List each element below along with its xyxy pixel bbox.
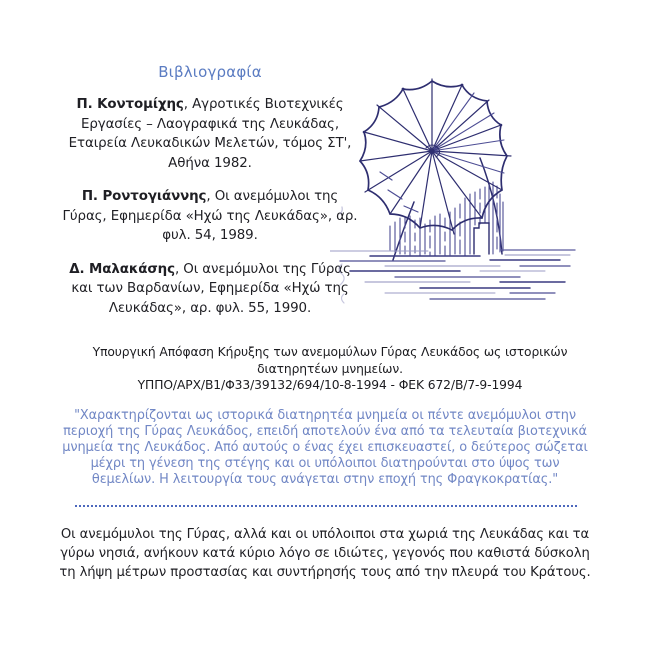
entry-details: , Αγροτικές Βιοτεχνικές Εργασίες – Λαογραφικά της Λευκάδας, Εταιρεία Λευκαδικών Μελετών, τόμος ΣΤ', Αθήνα 1982. — [68, 97, 352, 171]
decree-reference: ΥΠΠΟ/ΑΡΧ/Β1/Φ33/39132/694/10-8-1994 - ΦΕΚ 672/Β/7-9-1994 — [137, 378, 523, 392]
decree-citation — [70, 344, 590, 394]
dotted-separator — [75, 505, 577, 507]
entry-author: Δ. Μαλακάσης — [69, 261, 175, 277]
bibliography-entry — [58, 260, 362, 319]
bibliography-entry — [58, 95, 362, 173]
decree-title: Υπουργική Απόφαση Κήρυξης των ανεμομύλων Γύρας Λευκάδος ως ιστορικών διατηρητέων μνημείων. — [92, 345, 568, 376]
entry-author: Π. Κοντομίχης — [76, 97, 184, 112]
entry-details: , Οι ανεμόμυλοι της Γύρας και των Βαρδανίων, Εφημερίδα «Ηχώ της Λευκάδας», αρ. φυλ. 55, 1990. — [71, 261, 351, 316]
entry-author: Π. Ροντογιάννης — [81, 189, 207, 204]
windmill-sketch-icon — [330, 68, 590, 316]
bibliography-list — [58, 95, 362, 332]
bibliography-entry — [58, 187, 362, 246]
closing-paragraph: Οι ανεμόμυλοι της Γύρας, αλλά και οι υπόλοιποι στα χωριά της Λευκάδας και τα γύρω νησιά, ανήκουν κατά κύριο λόγο σε ιδιώτες, γεγονός που καθιστά δύσκολη τη λήψη μέτρων προστασίας και συντήρησής τους από την πλευρά του Κράτους. — [59, 527, 591, 580]
bibliography-heading: Βιβλιογραφία — [158, 63, 262, 81]
decree-quote: "Χαρακτηρίζονται ως ιστορικά διατηρητέα μνημεία οι πέντε ανεμόμυλοι στην περιοχή της Γύρας Λευκάδος, επειδή αποτελούν ένα από τα τελευταία βιοτεχνικά μνημεία της Λευκάδος. Από αυτούς ο ένας έχει επισκευαστεί, ο δεύτερος σώζεται μέχρι τη γένεση της στέγης και οι υπόλοιποι διατηρούνται στο ύψος των θεμελίων. Η λειτουργία τους ανάγεται στην εποχή της Φραγκοκρατίας." — [62, 408, 588, 487]
entry-details: , Οι ανεμόμυλοι της Γύρας, Εφημερίδα «Ηχώ της Λευκάδας», αρ. φυλ. 54, 1989. — [62, 189, 358, 243]
